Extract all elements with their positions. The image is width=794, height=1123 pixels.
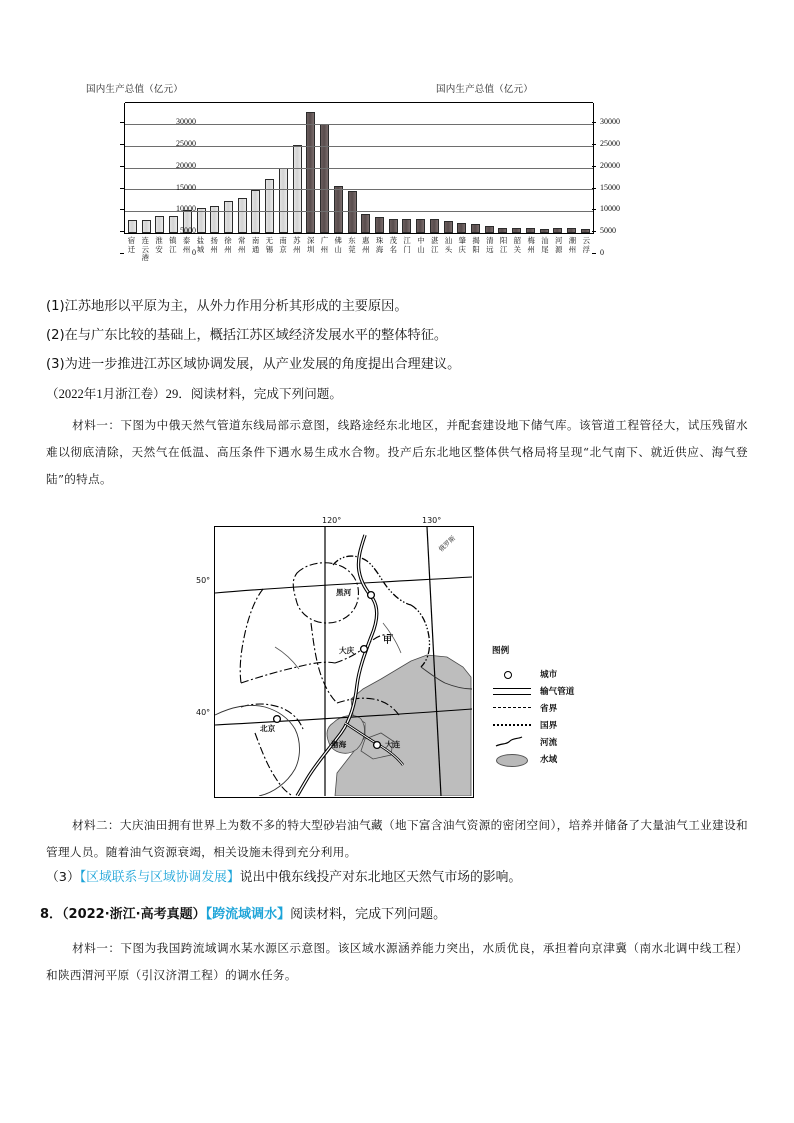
- bar-无锡: [265, 179, 274, 233]
- ytick-left-5000: 5000: [180, 226, 196, 236]
- map-label-daqing: 大庆: [339, 646, 355, 655]
- map-label-beijing: 北京: [260, 724, 276, 733]
- xlabel-惠州: 惠州: [362, 236, 370, 254]
- water-ellipse-icon: [492, 752, 532, 766]
- xlabel-苏州: 苏州: [293, 236, 301, 254]
- map-label-bohai: 渤海: [331, 740, 347, 749]
- bar-佛山: [334, 186, 343, 233]
- city-dot-heihe: [368, 592, 375, 599]
- bar-扬州: [210, 206, 219, 233]
- item29-question-3: [46, 869, 521, 887]
- ytick-left-30000: 30000: [176, 117, 196, 126]
- ytick-right-20000: 20000: [600, 160, 620, 170]
- item8-number: 8．: [40, 907, 63, 922]
- item8-heading: [40, 906, 446, 924]
- xlabel-佛山: 佛山: [334, 236, 342, 254]
- province-border-h: [255, 733, 293, 796]
- river-glyph: [492, 735, 532, 749]
- tickmark-right-20000: [592, 166, 596, 167]
- gridline-30000: [125, 102, 593, 103]
- legend-label-河流: 河流: [540, 737, 558, 748]
- circle-glyph: [504, 671, 512, 679]
- ytick-left-0: 0: [192, 248, 196, 257]
- lat-label-50: 50°: [196, 576, 211, 585]
- lat-label-40: 40°: [196, 708, 211, 717]
- q3-tag: 【区域联系与区域协调发展】: [79, 870, 240, 885]
- xlabel-常州: 常州: [238, 236, 246, 254]
- item29-material-one: [46, 412, 748, 493]
- dash-dot-line-icon: [492, 701, 532, 715]
- tickmark-left-10000: [120, 209, 124, 210]
- tickmark-left-30000: [120, 122, 124, 123]
- legend-row-河流: [492, 733, 612, 750]
- bar-江门: [402, 219, 411, 233]
- xlabel-梅州: 梅州: [527, 236, 535, 254]
- ytick-left-15000: 15000: [176, 182, 196, 192]
- xlabel-阳江: 阳江: [499, 236, 508, 254]
- legend-title: 图例: [492, 646, 510, 656]
- bar-湛江: [430, 219, 439, 233]
- map-svg: [215, 527, 472, 796]
- xlabel-汕头: 汕头: [444, 236, 453, 254]
- bar-韶关: [512, 228, 521, 233]
- xlabel-南京: 南京: [279, 236, 287, 254]
- bar-阳江: [498, 228, 507, 233]
- xlabel-广州: 广州: [320, 236, 329, 254]
- river-1: [275, 647, 299, 669]
- map-label-heihe: 黑河: [336, 588, 352, 597]
- legend-row-输气管道: [492, 682, 612, 699]
- legend-rows: [492, 665, 612, 767]
- water-ellipse-glyph: [496, 754, 528, 767]
- xlabel-深圳: 深圳: [306, 236, 315, 254]
- bar-惠州: [361, 214, 370, 233]
- bar-珠海: [375, 217, 384, 233]
- chart-left-axis-title: 国内生产总值（亿元）: [86, 84, 184, 95]
- dash-dot-glyph: [493, 707, 531, 708]
- river-icon: [492, 735, 532, 749]
- xlabel-清远: 清远: [486, 236, 494, 254]
- xlabel-镇江: 镇江: [169, 236, 177, 254]
- ytick-left-10000: 10000: [176, 204, 196, 214]
- city-dot-daqing: [361, 646, 368, 653]
- bar-汕头: [444, 221, 453, 233]
- legend-label-国界: 国界: [540, 720, 558, 731]
- ytick-right-0: 0: [600, 248, 604, 257]
- question-jiangsu-1: (1)江苏地形以平原为主，从外力作用分析其形成的主要原因。: [46, 299, 408, 314]
- province-border-c: [241, 662, 335, 683]
- xlabel-淮安: 淮安: [155, 236, 163, 254]
- map-frame: [214, 526, 474, 798]
- bar-常州: [238, 198, 247, 233]
- xlabel-宿迁: 宿迁: [127, 236, 136, 254]
- xlabel-河源: 河源: [555, 236, 563, 254]
- item8-rest: 阅读材料，完成下列问题。: [290, 907, 447, 922]
- item8-material-one: [46, 935, 748, 989]
- bar-南京: [279, 168, 288, 234]
- lon-label-130: 130°: [422, 516, 442, 525]
- xlabel-扬州: 扬州: [210, 236, 218, 254]
- map-legend: [492, 644, 612, 767]
- bar-中山: [416, 219, 425, 233]
- tickmark-left-15000: [120, 188, 124, 189]
- dash-dot-dot-line-icon: [492, 718, 532, 732]
- province-border-b: [240, 589, 263, 683]
- legend-row-水域: [492, 750, 612, 767]
- bar-徐州: [224, 201, 233, 233]
- ytick-right-5000: 5000: [600, 226, 616, 236]
- bar-连云港: [142, 220, 151, 233]
- xlabel-汕尾: 汕尾: [541, 236, 549, 254]
- bar-揭阳: [471, 224, 480, 233]
- item8-material-text: 下图为我国跨流域调水某水源区示意图。该区域水源涵养能力突出，水质优良，承担着向京津冀（南水北调中线工程）和陕西渭河平原（引汉济渭工程）的调水任务。: [46, 941, 748, 982]
- double-line-glyph: [493, 688, 531, 695]
- land-outline-left: [215, 705, 300, 796]
- xlabel-湛江: 湛江: [430, 236, 439, 254]
- city-dot-beijing: [274, 716, 281, 723]
- lon-label-120: 120°: [322, 516, 342, 525]
- city-dot-dalian: [374, 742, 381, 749]
- bar-深圳: [306, 112, 315, 233]
- material-one-label: 材料一：: [72, 418, 121, 432]
- item29-source-line: （2022年1月浙江卷）29．阅读材料，完成下列问题。: [46, 387, 342, 401]
- xlabel-揭阳: 揭阳: [472, 236, 480, 254]
- q3-text: 说出中俄东线投产对东北地区天然气市场的影响。: [239, 870, 522, 885]
- xlabel-中山: 中山: [417, 236, 425, 254]
- gdp-bar-chart: [80, 84, 716, 289]
- bar-云浮: [581, 229, 590, 233]
- tickmark-left-25000: [120, 144, 124, 145]
- tickmark-right-10000: [592, 209, 596, 210]
- tickmark-right-15000: [592, 188, 596, 189]
- chart-x-axis-labels: [124, 237, 594, 283]
- material-one-text: 下图为中俄天然气管道东线局部示意图，线路途经东北地区，并配套建设地下储气库。该管道工程管径大，试压残留水难以彻底清除，天然气在低温、高压条件下遇水易生成水合物。投产后东北地区整体供气格局将呈现“北气南下、就近供应、海气登陆”的特点。: [46, 418, 748, 486]
- material-two-text: 大庆油田拥有世界上为数不多的特大型砂岩油气藏（地下富含油气资源的密闭空间），培养并储备了大量油气工业建设和管理人员。随着油气资源衰竭，相关设施未得到充分利用。: [46, 818, 748, 859]
- tickmark-right-5000: [592, 231, 596, 232]
- chart-right-axis-title: 国内生产总值（亿元）: [436, 84, 534, 95]
- bar-广州: [320, 124, 329, 233]
- xlabel-徐州: 徐州: [224, 236, 232, 254]
- tickmark-right-30000: [592, 122, 596, 123]
- ytick-right-15000: 15000: [600, 182, 620, 192]
- ytick-right-10000: 10000: [600, 204, 620, 214]
- legend-label-水域: 水域: [540, 754, 558, 765]
- tickmark-left-20000: [120, 166, 124, 167]
- xlabel-盐城: 盐城: [196, 236, 205, 254]
- ytick-right-30000: 30000: [600, 117, 620, 126]
- legend-label-输气管道: 输气管道: [540, 686, 575, 697]
- xlabel-泰州: 泰州: [182, 236, 191, 254]
- bar-宿迁: [128, 220, 137, 233]
- question-jiangsu-2: (2)在与广东比较的基础上，概括江苏区域经济发展水平的整体特征。: [46, 328, 448, 343]
- map-label-jia: 甲: [383, 636, 393, 646]
- xlabel-连云港: 连云港: [141, 236, 149, 263]
- legend-label-省界: 省界: [540, 703, 558, 714]
- bar-肇庆: [457, 223, 466, 233]
- tickmark-right-25000: [592, 144, 596, 145]
- xlabel-东莞: 东莞: [348, 236, 356, 254]
- bar-清远: [485, 226, 494, 233]
- tickmark-left-5000: [120, 231, 124, 232]
- map-label-dalian: 大连: [385, 740, 401, 749]
- xlabel-云浮: 云浮: [582, 236, 590, 254]
- xlabel-江门: 江门: [403, 236, 411, 254]
- xlabel-潮州: 潮州: [568, 236, 577, 254]
- xlabel-珠海: 珠海: [375, 236, 384, 254]
- china-russia-pipeline-map: [196, 516, 614, 806]
- bar-茂名: [389, 219, 398, 233]
- legend-row-省界: [492, 699, 612, 716]
- xlabel-无锡: 无锡: [265, 236, 274, 254]
- circle-icon: [492, 667, 532, 681]
- item8-material-label: 材料一：: [72, 941, 121, 955]
- bar-汕尾: [540, 229, 549, 233]
- legend-row-国界: [492, 716, 612, 733]
- ytick-left-20000: 20000: [176, 160, 196, 170]
- item8-tag: 【跨流域调水】: [205, 907, 291, 922]
- xlabel-韶关: 韶关: [513, 236, 522, 254]
- question-jiangsu-3: (3)为进一步推进江苏区域协调发展，从产业发展的角度提出合理建议。: [46, 357, 461, 372]
- xlabel-茂名: 茂名: [389, 236, 398, 254]
- double-line-icon: [492, 684, 532, 698]
- material-two-label: 材料二：: [72, 818, 120, 832]
- q3-prefix: （3）: [46, 870, 80, 885]
- ytick-right-25000: 25000: [600, 138, 620, 148]
- legend-label-城市: 城市: [540, 669, 558, 680]
- ytick-left-25000: 25000: [176, 138, 196, 148]
- bar-潮州: [567, 228, 576, 233]
- bar-梅州: [526, 228, 535, 233]
- item8-source: （2022·浙江·高考真题）: [62, 907, 206, 922]
- dash-dot-dot-glyph: [493, 724, 531, 726]
- bar-河源: [553, 228, 562, 233]
- legend-row-城市: [492, 665, 612, 682]
- xlabel-肇庆: 肇庆: [458, 236, 466, 254]
- xlabel-南通: 南通: [251, 236, 260, 254]
- map-label-russia: 俄罗斯: [437, 534, 458, 554]
- item29-material-two: [46, 812, 748, 866]
